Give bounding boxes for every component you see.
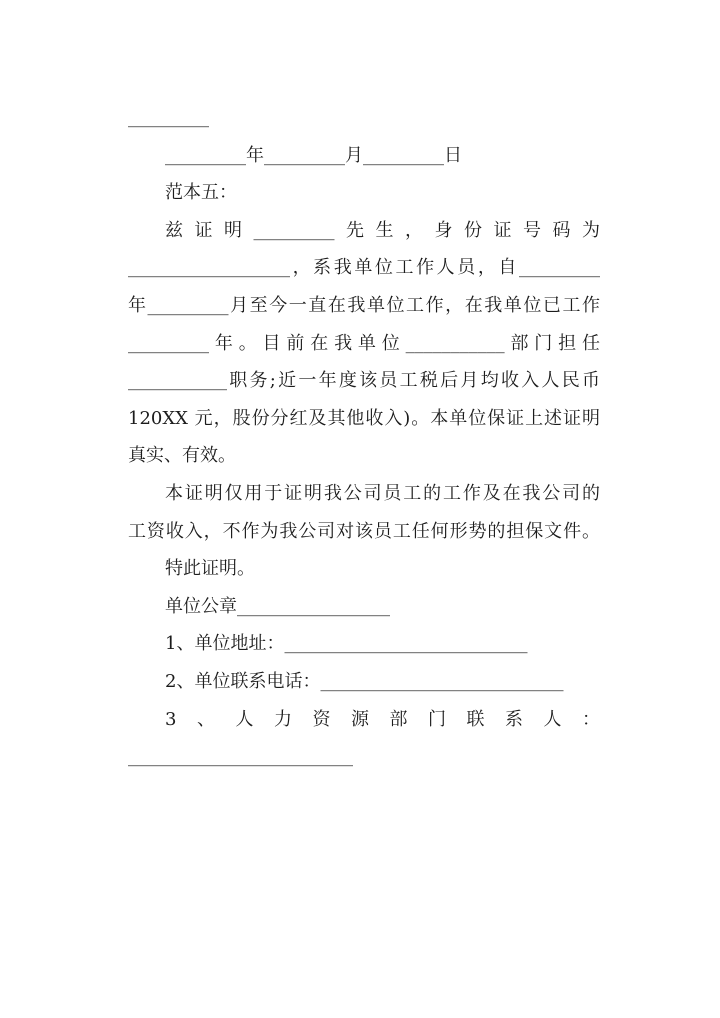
hr-contact-blank: _________________________ bbox=[128, 746, 353, 768]
date-line: _________年_________月_________日 bbox=[165, 144, 462, 166]
certificate-line: ___________职务;近一年度该员工税后月均收入人民币 bbox=[128, 370, 600, 392]
contact-list bbox=[128, 625, 600, 738]
certificate-line: 真实、有效。 bbox=[128, 445, 236, 467]
certificate-line: 年_________月至今一直在我单位工作，在我单位已工作 bbox=[128, 294, 600, 316]
certificate-line: __________________，系我单位工作人员，自_________ bbox=[128, 257, 600, 279]
disclaimer-paragraph bbox=[128, 475, 600, 550]
section-title: 范本五： bbox=[165, 182, 237, 204]
contact-hr-line: 3、人力资源部门联系人： bbox=[165, 708, 600, 730]
document-body bbox=[128, 99, 600, 776]
contact-phone-line: 2、单位联系电话：___________________________ bbox=[165, 670, 564, 692]
closing-text: 特此证明。 bbox=[165, 558, 255, 580]
contact-address-line: 1、单位地址：___________________________ bbox=[165, 633, 528, 655]
certificate-line: 兹证明_________先生，身份证号码为 bbox=[165, 219, 600, 241]
top-blank-line: _________ bbox=[128, 107, 209, 128]
certificate-line: 120XX 元，股份分红及其他收入)。本单位保证上述证明 bbox=[128, 407, 600, 429]
disclaimer-line: 工资收入，不作为我公司对该员工任何形势的担保文件。 bbox=[128, 520, 600, 542]
certificate-paragraph bbox=[128, 212, 600, 475]
certificate-line: _________年。目前在我单位___________部门担任 bbox=[128, 332, 600, 354]
company-seal-line: 单位公章_________________ bbox=[165, 595, 390, 617]
disclaimer-line: 本证明仅用于证明我公司员工的工作及在我公司的 bbox=[165, 482, 600, 504]
